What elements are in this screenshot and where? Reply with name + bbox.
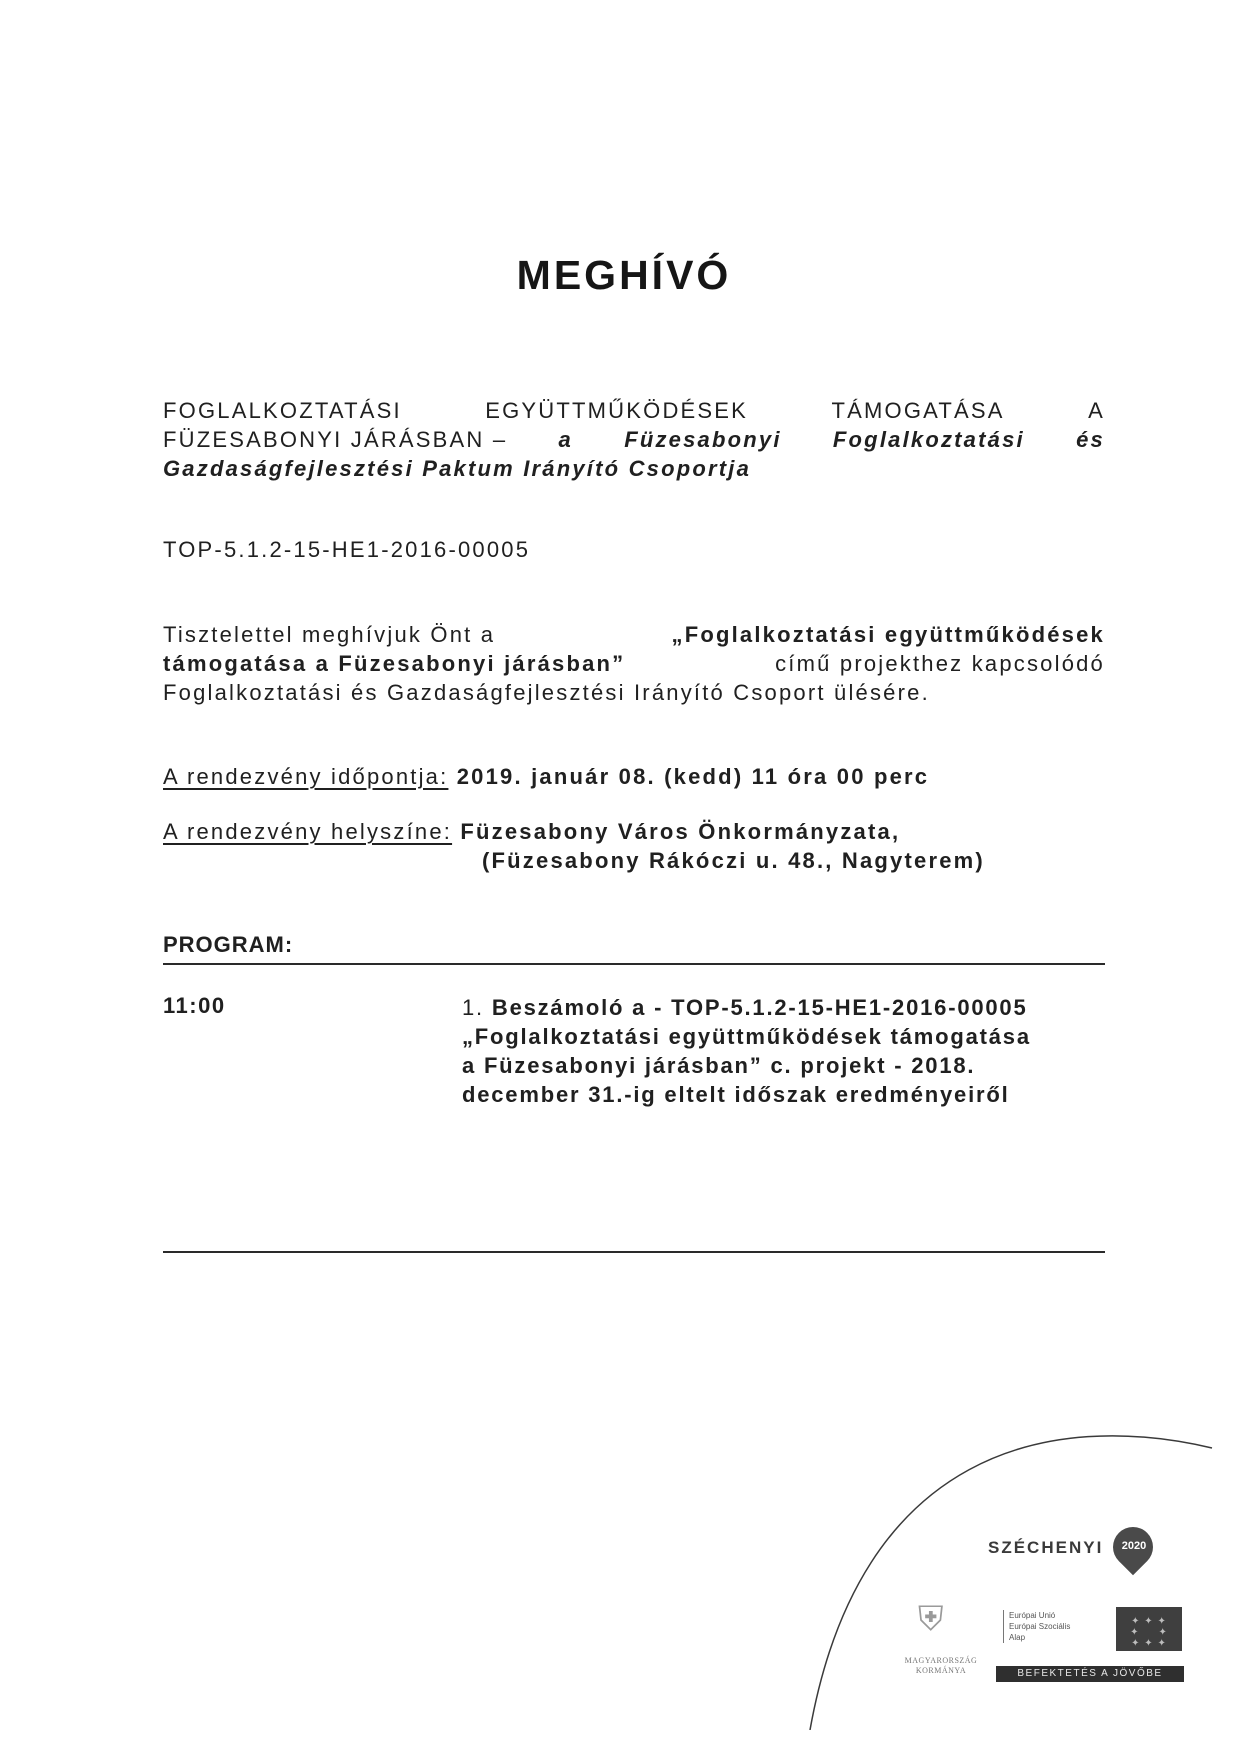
intro-italic-word: és: [1076, 427, 1105, 452]
eu-line-3: Alap: [1009, 1633, 1026, 1642]
intro-line-2: [163, 425, 1105, 454]
event-place-value: Füzesabony Város Önkormányzata,: [460, 819, 901, 844]
invitation-text-bold: támogatása a Füzesabonyi járásban”: [163, 651, 626, 676]
szechenyi-logo-text: SZÉCHENYI: [988, 1538, 1104, 1557]
intro-text: FÜZESABONYI JÁRÁSBAN –: [163, 427, 508, 452]
invitation-line-1: [163, 620, 1105, 649]
government-line-1: MAGYARORSZÁG: [904, 1656, 978, 1665]
invitation-text: [163, 620, 1105, 707]
document-title: MEGHÍVÓ: [516, 252, 732, 298]
invitation-text-bold: „Foglalkoztatási együttműködések: [671, 622, 1105, 647]
program-item-number: 1.: [462, 995, 484, 1020]
government-logo-text: [886, 1656, 996, 1676]
program-item-line: december 31.-ig eltelt időszak eredményeiről: [462, 1082, 1010, 1107]
program-item-line: a Füzesabonyi járásban” c. projekt - 2018.: [462, 1053, 976, 1078]
intro-word: EGYÜTTMŰKÖDÉSEK: [485, 398, 749, 423]
intro-heading: [163, 396, 1105, 483]
program-heading: PROGRAM:: [163, 932, 294, 957]
intro-line-1: [163, 396, 1105, 425]
event-place-address: (Füzesabony Rákóczi u. 48., Nagyterem): [482, 848, 985, 873]
eu-line-2: Európai Szociális: [1009, 1622, 1071, 1631]
intro-italic-word: Füzesabonyi: [624, 427, 782, 452]
program-item-text: Beszámoló a - TOP-5.1.2-15-HE1-2016-00005: [491, 995, 1028, 1020]
invitation-line-2: [163, 649, 1105, 678]
program-time: 11:00: [163, 993, 226, 1018]
program-item-line: [462, 993, 1112, 1022]
program-item-line: „Foglalkoztatási együttműködések támogatása: [462, 1024, 1031, 1049]
program-item: [462, 993, 1112, 1109]
event-date: [163, 764, 929, 790]
event-date-value: 2019. január 08. (kedd) 11 óra 00 perc: [456, 764, 930, 789]
intro-italic-word: a: [558, 427, 573, 452]
intro-word: A: [1088, 398, 1105, 423]
szechenyi-badge-text: 2020: [1121, 1540, 1147, 1552]
eu-stars-icon: ✦ ✦ ✦ ✦ ✦ ✦ ✦ ✦: [1130, 1616, 1168, 1649]
government-line-2: KORMÁNYA: [915, 1666, 967, 1675]
event-place: [163, 819, 900, 845]
divider: [163, 1251, 1105, 1253]
invitation-text-normal: Tisztelettel meghívjuk Önt a: [163, 622, 496, 647]
event-place-label: A rendezvény helyszíne:: [163, 819, 453, 844]
intro-line-3: Gazdaságfejlesztési Paktum Irányító Csoportja: [163, 456, 752, 481]
eu-line-1: Európai Unió: [1009, 1611, 1056, 1620]
intro-word: FOGLALKOZTATÁSI: [163, 398, 402, 423]
divider: [163, 963, 1105, 965]
intro-word: TÁMOGATÁSA: [831, 398, 1005, 423]
invitation-text-normal: című projekthez kapcsolódó: [775, 651, 1105, 676]
eu-logo-text: [1003, 1610, 1070, 1643]
event-date-label: A rendezvény időpontja:: [163, 764, 449, 789]
hungarian-crest-icon: ⛨: [918, 1600, 944, 1638]
intro-italic-word: Foglalkoztatási: [832, 427, 1025, 452]
project-code: TOP-5.1.2-15-HE1-2016-00005: [163, 537, 531, 562]
footer-banner: BEFEKTETÉS A JÖVŐBE: [996, 1666, 1184, 1682]
invitation-line-3: Foglalkoztatási és Gazdaságfejlesztési Irányító Csoport ülésére.: [163, 680, 930, 705]
